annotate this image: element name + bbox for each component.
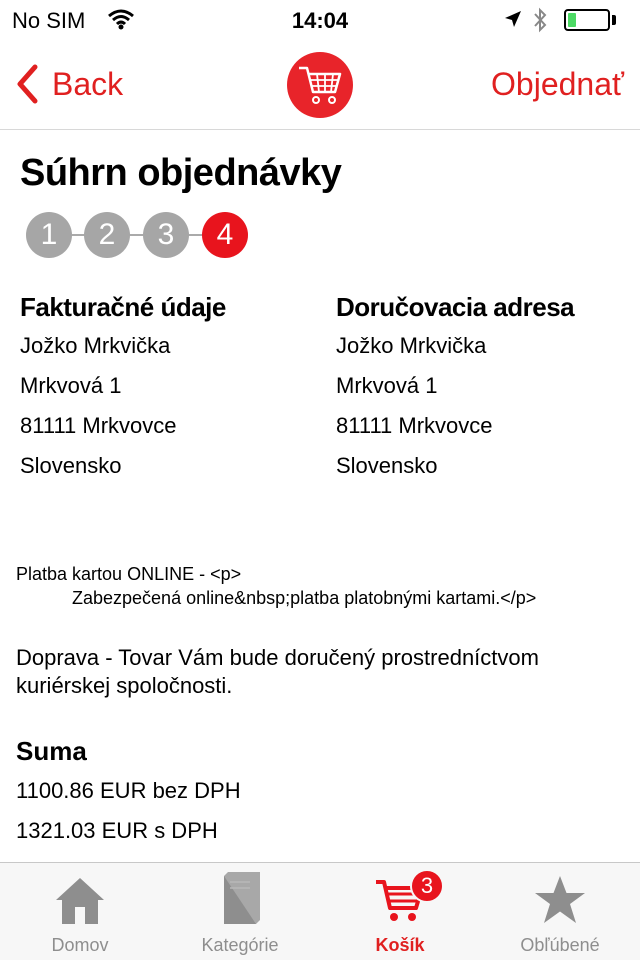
bluetooth-icon [532,7,548,38]
step-1: 1 [26,212,72,258]
step-4: 4 [202,212,248,258]
back-button[interactable] [16,62,123,106]
back-label: Back [52,65,124,102]
payment-method: Platba kartou ONLINE - <p> [16,564,242,584]
delivery-heading: Doručovacia adresa [336,292,575,322]
delivery-name: Jožko Mrkvička [336,333,487,358]
book-icon [218,872,262,928]
tab-favorites[interactable] [480,863,640,960]
status-bar [0,0,640,40]
tab-bar [0,862,640,960]
billing-heading: Fakturačné údaje [20,292,226,322]
billing-country: Slovensko [20,453,122,478]
tab-cart-label: Košík [375,935,425,955]
payment-description: Zabezpečená online&nbsp;platba platobnými kartami.</p> [72,588,537,608]
home-icon [54,874,106,926]
tab-cart[interactable] [320,863,480,960]
delivery-city: 81111 Mrkvovce [336,413,493,438]
cart-count-badge: 3 [410,869,444,903]
payment-info [16,562,636,610]
clock: 14:04 [291,8,349,33]
tab-categories[interactable] [160,863,320,960]
page-title: Súhrn objednávky [20,152,342,194]
tab-home[interactable] [0,863,160,960]
battery-level [568,13,576,27]
step-indicator [26,212,256,258]
delivery-street: Mrkvová 1 [336,373,438,398]
billing-name: Jožko Mrkvička [20,333,171,358]
billing-city: 81111 Mrkvovce [20,413,177,438]
location-icon [504,10,522,33]
total-without-vat: 1100.86 EUR bez DPH [16,778,241,803]
total-with-vat: 1321.03 EUR s DPH [16,818,218,843]
tab-favorites-label: Obľúbené [520,935,600,955]
shop-logo [287,52,353,118]
shipping-info: Doprava - Tovar Vám bude doručený prostredníctvom kuriérskej spoločnosti. [16,645,539,698]
star-icon [533,874,587,926]
tab-categories-label: Kategórie [201,935,279,955]
summary-heading: Suma [16,736,87,766]
battery-icon [564,9,610,31]
step-3: 3 [143,212,189,258]
navigation-bar [0,40,640,130]
chevron-left-icon [16,64,38,104]
billing-street: Mrkvová 1 [20,373,122,398]
battery-tip [612,15,616,25]
delivery-address [336,292,636,492]
tab-home-label: Domov [51,935,109,955]
step-2: 2 [84,212,130,258]
carrier-label: No SIM [12,8,86,33]
step-connector [46,234,226,236]
billing-details [20,292,320,492]
delivery-country: Slovensko [336,453,438,478]
cart-logo-icon [295,60,345,110]
order-button[interactable]: Objednať [491,66,624,102]
